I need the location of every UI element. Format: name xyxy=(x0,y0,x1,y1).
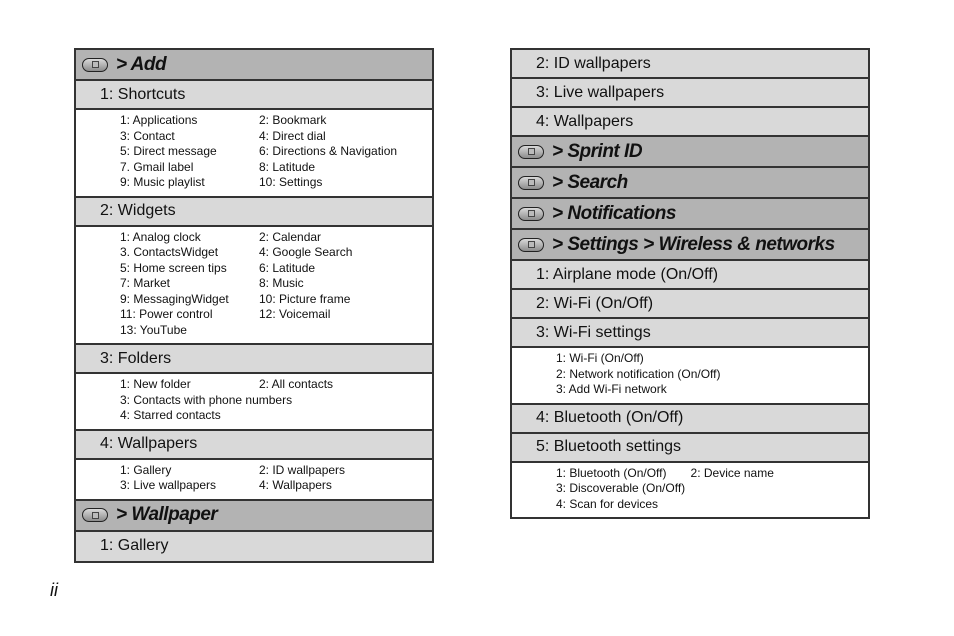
item-bluetooth-settings: 5: Bluetooth settings xyxy=(512,434,868,463)
list-item: 6: Latitude xyxy=(259,260,316,275)
item-wallpapers: 4: Wallpapers xyxy=(76,431,432,460)
item-shortcuts: 1: Shortcuts xyxy=(76,81,432,110)
menu-path-search: > Search xyxy=(552,171,628,193)
list-item: 9: Music playlist xyxy=(120,175,205,189)
list-item: 1: Bluetooth (On/Off) xyxy=(556,465,667,480)
menu-add-row xyxy=(76,50,432,81)
item-id-wallpapers: 2: ID wallpapers xyxy=(512,50,868,79)
list-item: 10: Picture frame xyxy=(259,291,351,306)
right-menu-table xyxy=(510,48,870,519)
menu-search-row xyxy=(512,168,868,199)
list-item: 5: Home screen tips xyxy=(120,260,227,275)
item-wifi: 2: Wi-Fi (On/Off) xyxy=(512,290,868,319)
item-gallery: 1: Gallery xyxy=(76,532,432,561)
shortcuts-list xyxy=(76,110,432,198)
list-item: 2: Calendar xyxy=(259,229,322,244)
item-live-wallpapers: 3: Live wallpapers xyxy=(512,79,868,108)
list-item: 3. ContactsWidget xyxy=(120,245,219,259)
wallpapers-list xyxy=(76,460,432,501)
menu-key-icon xyxy=(82,58,108,72)
list-item: 9: MessagingWidget xyxy=(120,291,229,306)
bluetooth-settings-list xyxy=(512,463,868,518)
menu-path-sprint-id: > Sprint ID xyxy=(552,140,643,162)
list-item: 10: Settings xyxy=(259,175,323,189)
menu-path-notifications: > Notifications xyxy=(552,202,676,224)
list-item: 1: New folder xyxy=(120,377,191,391)
menu-path-settings-wireless: > Settings > Wireless & networks xyxy=(552,233,835,255)
list-item: 1: Analog clock xyxy=(120,229,201,244)
widgets-list xyxy=(76,227,432,346)
list-item: 1: Wi-Fi (On/Off) xyxy=(556,351,644,365)
menu-sprint-id-row xyxy=(512,137,868,168)
list-item: 6: Directions & Navigation xyxy=(259,144,398,158)
list-item: 3: Contact xyxy=(120,128,175,143)
list-item: 2: All contacts xyxy=(259,377,334,391)
menu-path-wallpaper: > Wallpaper xyxy=(116,504,218,525)
item-widgets: 2: Widgets xyxy=(76,198,432,227)
folders-list xyxy=(76,374,432,431)
list-item: 4: Google Search xyxy=(259,245,353,259)
list-item: 13: YouTube xyxy=(120,322,187,337)
item-bluetooth: 4: Bluetooth (On/Off) xyxy=(512,405,868,434)
list-item: 8: Latitude xyxy=(259,159,316,174)
menu-key-icon xyxy=(518,238,544,252)
list-item: 2: Network notification (On/Off) xyxy=(556,366,721,381)
menu-notifications-row xyxy=(512,199,868,230)
list-item: 7: Market xyxy=(120,276,171,290)
list-item: 3: Add Wi-Fi network xyxy=(556,382,667,396)
menu-key-icon xyxy=(518,207,544,221)
list-item: 1: Gallery xyxy=(120,462,172,477)
list-item: 12: Voicemail xyxy=(259,307,331,321)
menu-key-icon xyxy=(82,508,108,522)
menu-key-icon xyxy=(518,176,544,190)
wifi-settings-list xyxy=(512,348,868,405)
list-item: 2: ID wallpapers xyxy=(259,462,346,477)
left-menu-table xyxy=(74,48,434,563)
menu-wallpaper-row xyxy=(76,501,432,532)
menu-settings-row xyxy=(512,230,868,261)
list-item: 3: Contacts with phone numbers xyxy=(120,392,293,407)
item-airplane-mode: 1: Airplane mode (On/Off) xyxy=(512,261,868,290)
list-item: 4: Starred contacts xyxy=(120,408,221,422)
list-item: 4: Direct dial xyxy=(259,128,326,143)
list-item: 1: Applications xyxy=(120,113,198,127)
list-item: 8: Music xyxy=(259,276,304,290)
list-item: 4: Scan for devices xyxy=(556,496,659,511)
list-item: 7. Gmail label xyxy=(120,159,194,174)
list-item: 2: Device name xyxy=(690,465,774,480)
page-number: ii xyxy=(50,580,58,600)
list-item: 2: Bookmark xyxy=(259,113,327,127)
menu-path-add: > Add xyxy=(116,53,167,75)
list-item: 5: Direct message xyxy=(120,144,217,158)
item-wallpapers: 4: Wallpapers xyxy=(512,108,868,137)
menu-key-icon xyxy=(518,145,544,159)
list-item: 3: Discoverable (On/Off) xyxy=(556,481,686,495)
item-wifi-settings: 3: Wi-Fi settings xyxy=(512,319,868,348)
list-item: 3: Live wallpapers xyxy=(120,478,217,492)
list-item: 11: Power control xyxy=(120,307,213,321)
list-item: 4: Wallpapers xyxy=(259,478,332,492)
item-folders: 3: Folders xyxy=(76,345,432,374)
